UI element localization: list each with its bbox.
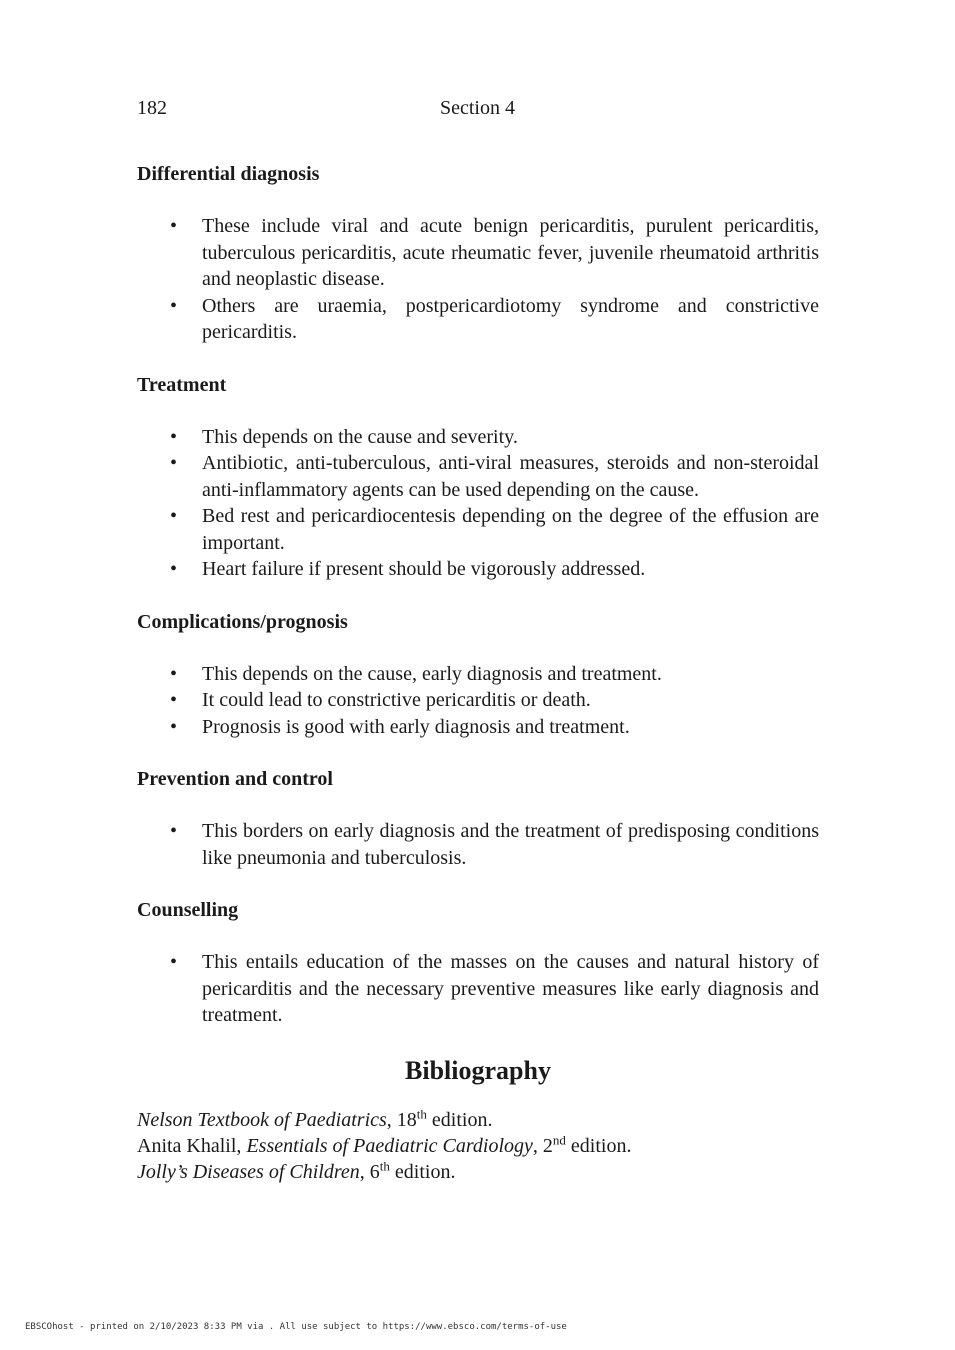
page-number: 182	[137, 97, 167, 119]
list-item: • This entails education of the masses on the causes and natural history of pericarditis and the necessary preventive measures like early diagnosis and treatment.	[137, 949, 819, 1029]
list-item: • Others are uraemia, postpericardiotomy syndrome and constrictive pericarditis.	[137, 293, 819, 346]
print-footer-note: EBSCOhost - printed on 2/10/2023 8:33 PM via . All use subject to https://www.ebsco.com/terms-of-use	[25, 1322, 567, 1332]
entry-edition-number: 6	[369, 1160, 380, 1183]
list-item: • This borders on early diagnosis and the treatment of predisposing conditions like pneumonia and tuberculosis.	[137, 818, 819, 871]
entry-author: Anita Khalil,	[137, 1134, 247, 1157]
entry-edition-number: 2	[542, 1134, 553, 1157]
entry-edition-number: 18	[396, 1108, 417, 1131]
differential-diagnosis-list	[137, 213, 819, 346]
entry-edition-word: edition.	[565, 1134, 632, 1157]
section-heading-complications-prognosis: Complications/prognosis	[137, 610, 348, 633]
entry-edition-word: edition.	[389, 1160, 456, 1183]
list-item: • Heart failure if present should be vigorously addressed.	[137, 556, 819, 583]
entry-book-title: Nelson Textbook of Paediatrics	[137, 1108, 387, 1131]
prevention-list	[137, 818, 819, 871]
entry-edition-word: edition.	[426, 1108, 493, 1131]
list-item: • Prognosis is good with early diagnosis and treatment.	[137, 714, 819, 741]
list-item: • Bed rest and pericardiocentesis depending on the degree of the effusion are important.	[137, 503, 819, 556]
treatment-list	[137, 424, 819, 583]
list-item: • Antibiotic, anti-tuberculous, anti-viral measures, steroids and non-steroidal anti-inflammatory agents can be used depending on the cause.	[137, 450, 819, 503]
bibliography-entry: Jolly’s Diseases of Children, 6th edition.	[137, 1157, 456, 1183]
list-item: • These include viral and acute benign pericarditis, purulent pericarditis, tuberculous pericarditis, acute rheumatic fever, juvenile rheumatoid arthritis and neoplastic disease.	[137, 213, 819, 293]
running-head: Section 4	[440, 97, 515, 119]
section-heading-differential-diagnosis: Differential diagnosis	[137, 163, 320, 185]
bibliography-title: Bibliography	[405, 1055, 551, 1085]
entry-book-title: Essentials of Paediatric Cardiology	[246, 1134, 533, 1157]
section-heading-prevention-control: Prevention and control	[137, 768, 333, 790]
section-heading-treatment: Treatment	[137, 373, 227, 396]
entry-edition-suffix: th	[379, 1157, 390, 1173]
list-item: • This depends on the cause, early diagnosis and treatment.	[137, 661, 819, 688]
section-heading-counselling: Counselling	[137, 899, 239, 921]
entry-book-title: Jolly’s Diseases of Children	[137, 1160, 360, 1183]
bibliography-entry: Nelson Textbook of Paediatrics, 18th edition.	[137, 1105, 493, 1131]
list-item: • It could lead to constrictive pericarditis or death.	[137, 687, 819, 714]
complications-list	[137, 661, 819, 741]
bibliography-entry: Anita Khalil, Essentials of Paediatric Cardiology, 2nd edition.	[137, 1131, 632, 1157]
entry-edition-suffix: th	[416, 1105, 427, 1121]
page-body	[137, 161, 819, 1185]
counselling-list	[137, 949, 819, 1029]
list-item: • This depends on the cause and severity.	[137, 424, 819, 451]
entry-edition-suffix: nd	[552, 1131, 566, 1147]
